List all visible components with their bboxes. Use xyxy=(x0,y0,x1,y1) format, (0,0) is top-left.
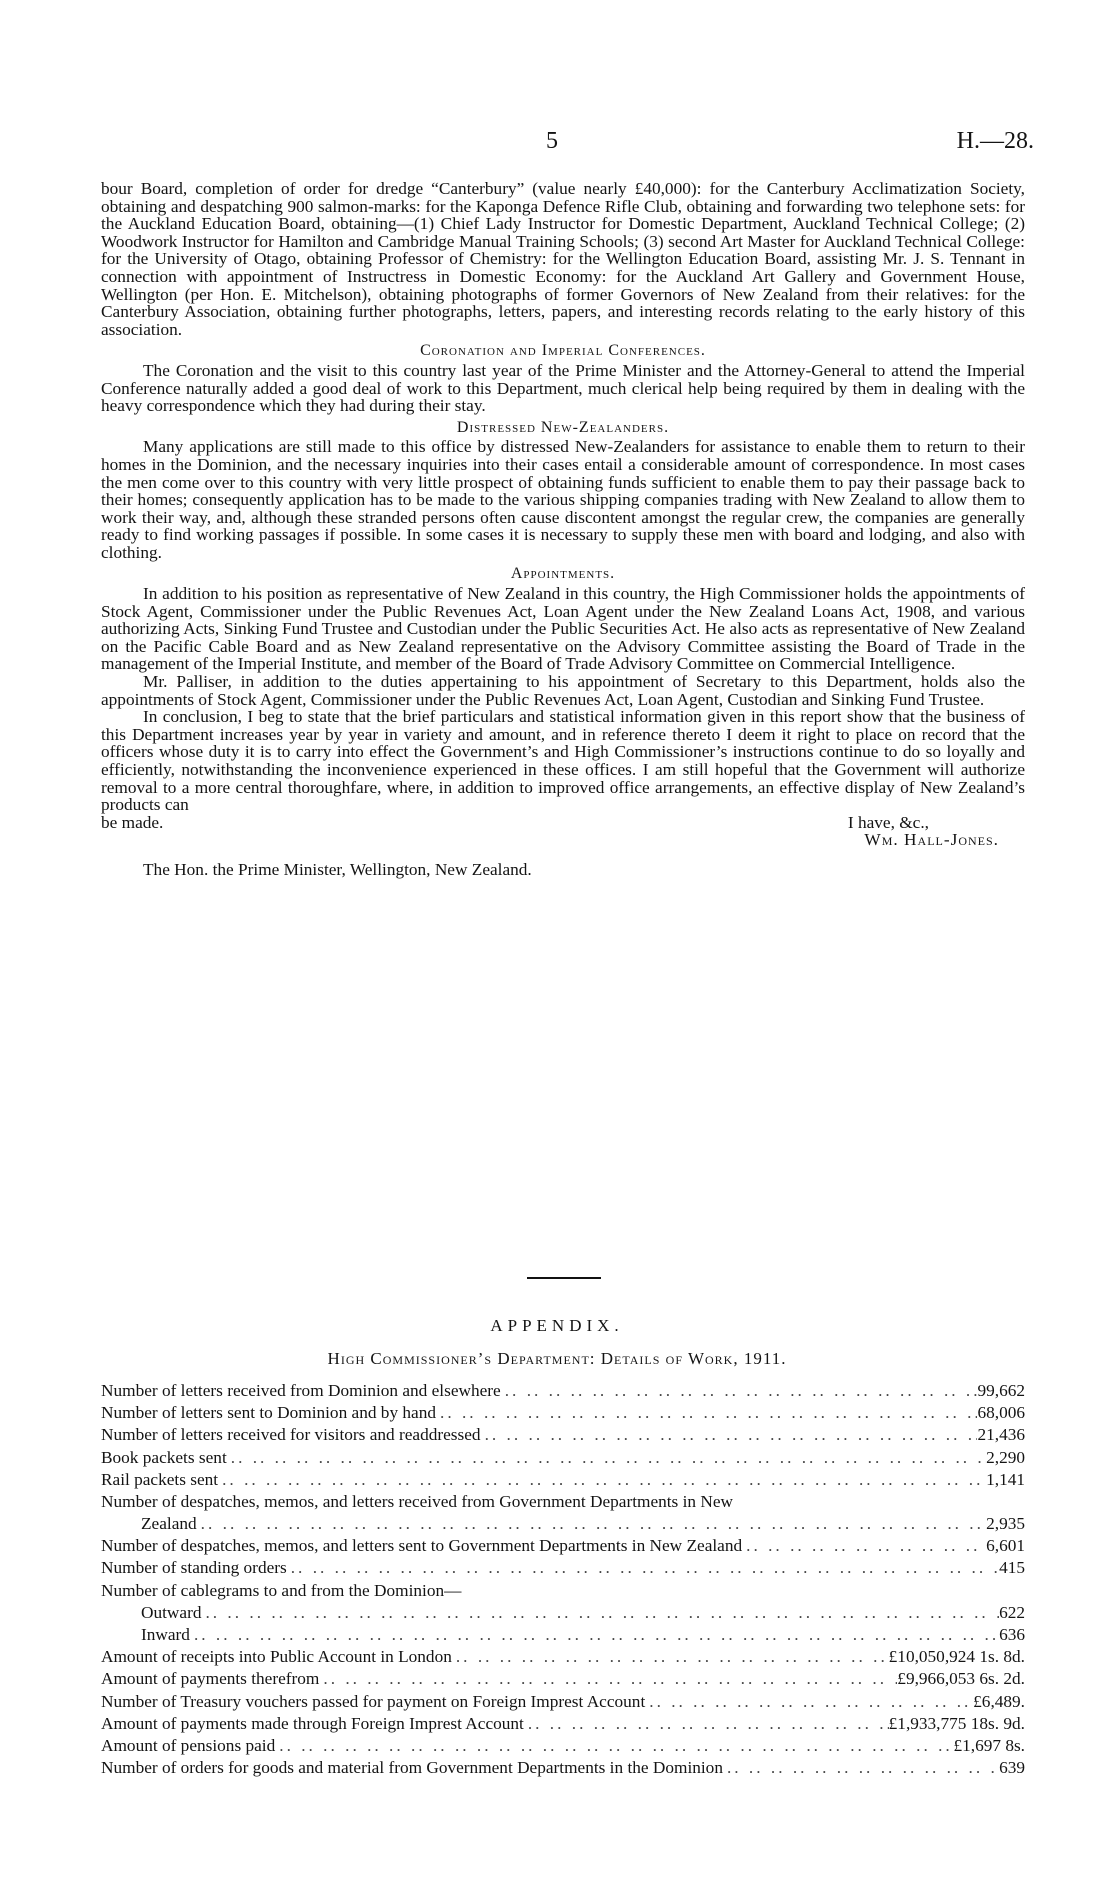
row-value: 6,601 xyxy=(986,1536,1025,1556)
leader-dots xyxy=(190,1624,999,1646)
row-label: Number of letters received from Dominion and elsewhere xyxy=(101,1380,501,1400)
row-value: £10,050,924 1s. 8d. xyxy=(888,1647,1025,1667)
row-label: Number of standing orders xyxy=(101,1558,287,1578)
signature: Wm. Hall-Jones. xyxy=(864,830,999,850)
row-label: Number of Treasury vouchers passed for payment on Foreign Imprest Account xyxy=(101,1691,646,1711)
leader-dots xyxy=(197,1513,986,1535)
row-value: 99,662 xyxy=(977,1380,1025,1400)
paragraph: Many applications are still made to this office by distressed New-Zealanders for assistance to enable them to return to their homes in the Dominion, and the necessary inquiries into their cases entail a considerable amount of correspondence. In most cases the men come over to this country with very little prospect of obtaining funds sufficient to enable them to pay their passage back to their homes; consequently application has to be made to the various shipping companies trading with New Zealand to allow them to work their way, and, although these stranded persons often cause discontent amongst the regular crew, the companies are generally ready to find working passages if possible. In some cases it is necessary to supply these men with board and lodging, and also with clothing. xyxy=(101,437,1025,562)
leader-dots xyxy=(452,1646,889,1668)
row-value: £1,697 8s. xyxy=(953,1735,1025,1755)
report-body xyxy=(101,180,1025,879)
section-heading: Coronation and Imperial Conferences. xyxy=(420,342,706,360)
leader-dots xyxy=(218,1469,986,1491)
table-row xyxy=(101,1624,1025,1646)
appendix-subtitle: High Commissioner’s Department: Details of Work, 1911. xyxy=(327,1349,787,1368)
row-label: Number of orders for goods and material from Government Departments in the Dominion xyxy=(101,1758,723,1778)
paragraph: bour Board, completion of order for dredge “Canterbury” (value nearly £40,000): for the Canterbury Acclimatization Society, obtaining and despatching 900 salmon-marks: for the Kaponga Defence Rifle Club, obtaining and forwarding two telephone sets: for the Auckland Education Board, obtaining—(1) Chief Lady Instructor for Domestic Department, Auckland Technical College; (2) Woodwork Instructor for Hamilton and Cambridge Manual Training Schools; (3) second Art Master for Auckland Technical College: for the University of Otago, obtaining Professor of Chemistry: for the Wellington Education Board, assisting Mr. J. S. Tennant in connection with appointment of Instructress in Domestic Economy: for the Auckland Art Gallery and Government House, Wellington (per Hon. E. Mitchelson), obtaining photographs of former Governors of New Zealand from their relatives: for the Canterbury Association, obtaining further photographs, letters, papers, and interesting records relating to the early history of this association. xyxy=(101,179,1025,339)
row-label: Inward xyxy=(141,1625,190,1645)
table-row xyxy=(101,1447,1025,1469)
table-row xyxy=(101,1513,1025,1535)
leader-dots xyxy=(723,1757,999,1779)
row-value: 68,006 xyxy=(977,1403,1025,1423)
section-divider xyxy=(527,1277,601,1279)
table-row xyxy=(101,1602,1025,1624)
row-value: 21,436 xyxy=(977,1425,1025,1445)
section-heading: Distressed New-Zealanders. xyxy=(456,418,670,436)
row-value: 415 xyxy=(999,1558,1025,1578)
table-row xyxy=(101,1402,1025,1424)
row-label: Amount of payments made through Foreign Imprest Account xyxy=(101,1713,524,1733)
section-heading: Appointments. xyxy=(510,565,616,583)
document-reference: H.—28. xyxy=(956,128,1034,154)
addressee: The Hon. the Prime Minister, Wellington, New Zealand. xyxy=(143,859,532,879)
leader-dots xyxy=(201,1602,999,1624)
leader-dots xyxy=(524,1713,889,1735)
row-value: £6,489. xyxy=(973,1691,1025,1711)
row-value: £9,966,053 6s. 2d. xyxy=(897,1669,1025,1689)
row-label: Number of letters received for visitors and readdressed xyxy=(101,1425,481,1445)
row-label: Outward xyxy=(141,1602,202,1622)
row-label: Zealand xyxy=(141,1514,197,1534)
row-value: 2,935 xyxy=(986,1514,1025,1534)
table-row xyxy=(101,1380,1025,1402)
page-number: 5 xyxy=(546,128,558,154)
paragraph: In addition to his position as representative of New Zealand in this country, the High Commissioner holds the appointments of Stock Agent, Commissioner under the Public Revenues Act, Loan Agent under the New Zealand Loans Act, 1908, and various authorizing Acts, Sinking Fund Trustee and Custodian under the Public Securities Act. He also acts as representative of New Zealand on the Pacific Cable Board and as New Zealand representative on the Advisory Committee assisting the Board of Trade in the management of the Imperial Institute, and member of the Board of Trade Advisory Committee on Commercial Intelligence. xyxy=(101,584,1025,674)
row-label: Amount of receipts into Public Account in London xyxy=(101,1647,452,1667)
leader-dots xyxy=(645,1691,973,1713)
table-row xyxy=(101,1735,1025,1757)
table-row xyxy=(101,1713,1025,1735)
paragraph: The Coronation and the visit to this country last year of the Prime Minister and the Attorney-General to attend the Imperial Conference naturally added a good deal of work to this Department, much clerical help being required by them in dealing with the heavy correspondence which they had during their stay. xyxy=(101,360,1025,416)
closing-line xyxy=(101,814,1025,832)
row-label: Rail packets sent xyxy=(101,1469,219,1489)
leader-dots xyxy=(742,1535,986,1557)
table-row xyxy=(101,1491,1025,1513)
table-row xyxy=(101,1424,1025,1446)
leader-dots xyxy=(481,1424,978,1446)
table-row xyxy=(101,1469,1025,1491)
table-row xyxy=(101,1757,1025,1779)
leader-dots xyxy=(275,1735,953,1757)
table-row xyxy=(101,1646,1025,1668)
row-label: Number of letters sent to Dominion and by hand xyxy=(101,1403,437,1423)
row-label: Amount of pensions paid xyxy=(101,1735,276,1755)
leader-dots xyxy=(319,1668,897,1690)
closing-salutation: I have, &c., xyxy=(847,812,929,832)
row-label: Number of cablegrams to and from the Dominion— xyxy=(101,1580,462,1600)
leader-dots xyxy=(436,1402,977,1424)
table-row xyxy=(101,1580,1025,1602)
paragraph: Mr. Palliser, in addition to the duties appertaining to his appointment of Secretary to this Department, holds also the appointments of Stock Agent, Commissioner under the Public Revenues Act, Loan Agent, Custodian and Sinking Fund Trustee. xyxy=(101,672,1025,709)
row-label: Book packets sent xyxy=(101,1447,227,1467)
leader-dots xyxy=(501,1380,978,1402)
row-value: 636 xyxy=(999,1625,1025,1645)
table-row xyxy=(101,1535,1025,1557)
row-value: 1,141 xyxy=(986,1469,1025,1489)
row-value: 622 xyxy=(999,1602,1025,1622)
table-row xyxy=(101,1691,1025,1713)
work-details-table xyxy=(101,1380,1025,1779)
row-label: Number of despatches, memos, and letters received from Government Departments in New xyxy=(101,1491,733,1511)
table-row xyxy=(101,1668,1025,1690)
row-value: 639 xyxy=(999,1758,1025,1778)
appendix-title: APPENDIX. xyxy=(490,1316,624,1335)
leader-dots xyxy=(287,1557,999,1579)
row-value: 2,290 xyxy=(986,1447,1025,1467)
row-label: Amount of payments therefrom xyxy=(101,1669,320,1689)
table-row xyxy=(101,1558,1025,1580)
leader-dots xyxy=(227,1447,986,1469)
paragraph: In conclusion, I beg to state that the brief particulars and statistical information given in this report show that the business of this Department increases year by year in variety and amount, and in reference thereto I deem it right to place on record that the officers whose duty it is to carry into effect the Government’s and High Commissioner’s instructions continue to do so loyally and efficiently, notwithstanding the inconvenience experienced in these offices. I am still hopeful that the Government will authorize removal to a more central thoroughfare, where, in addition to improved office arrangements, an effective display of New Zealand’s products can xyxy=(101,707,1025,815)
paragraph-end: be made. xyxy=(101,812,164,832)
row-value: £1,933,775 18s. 9d. xyxy=(888,1713,1025,1733)
row-label: Number of despatches, memos, and letters sent to Government Departments in New Zealand xyxy=(101,1536,743,1556)
